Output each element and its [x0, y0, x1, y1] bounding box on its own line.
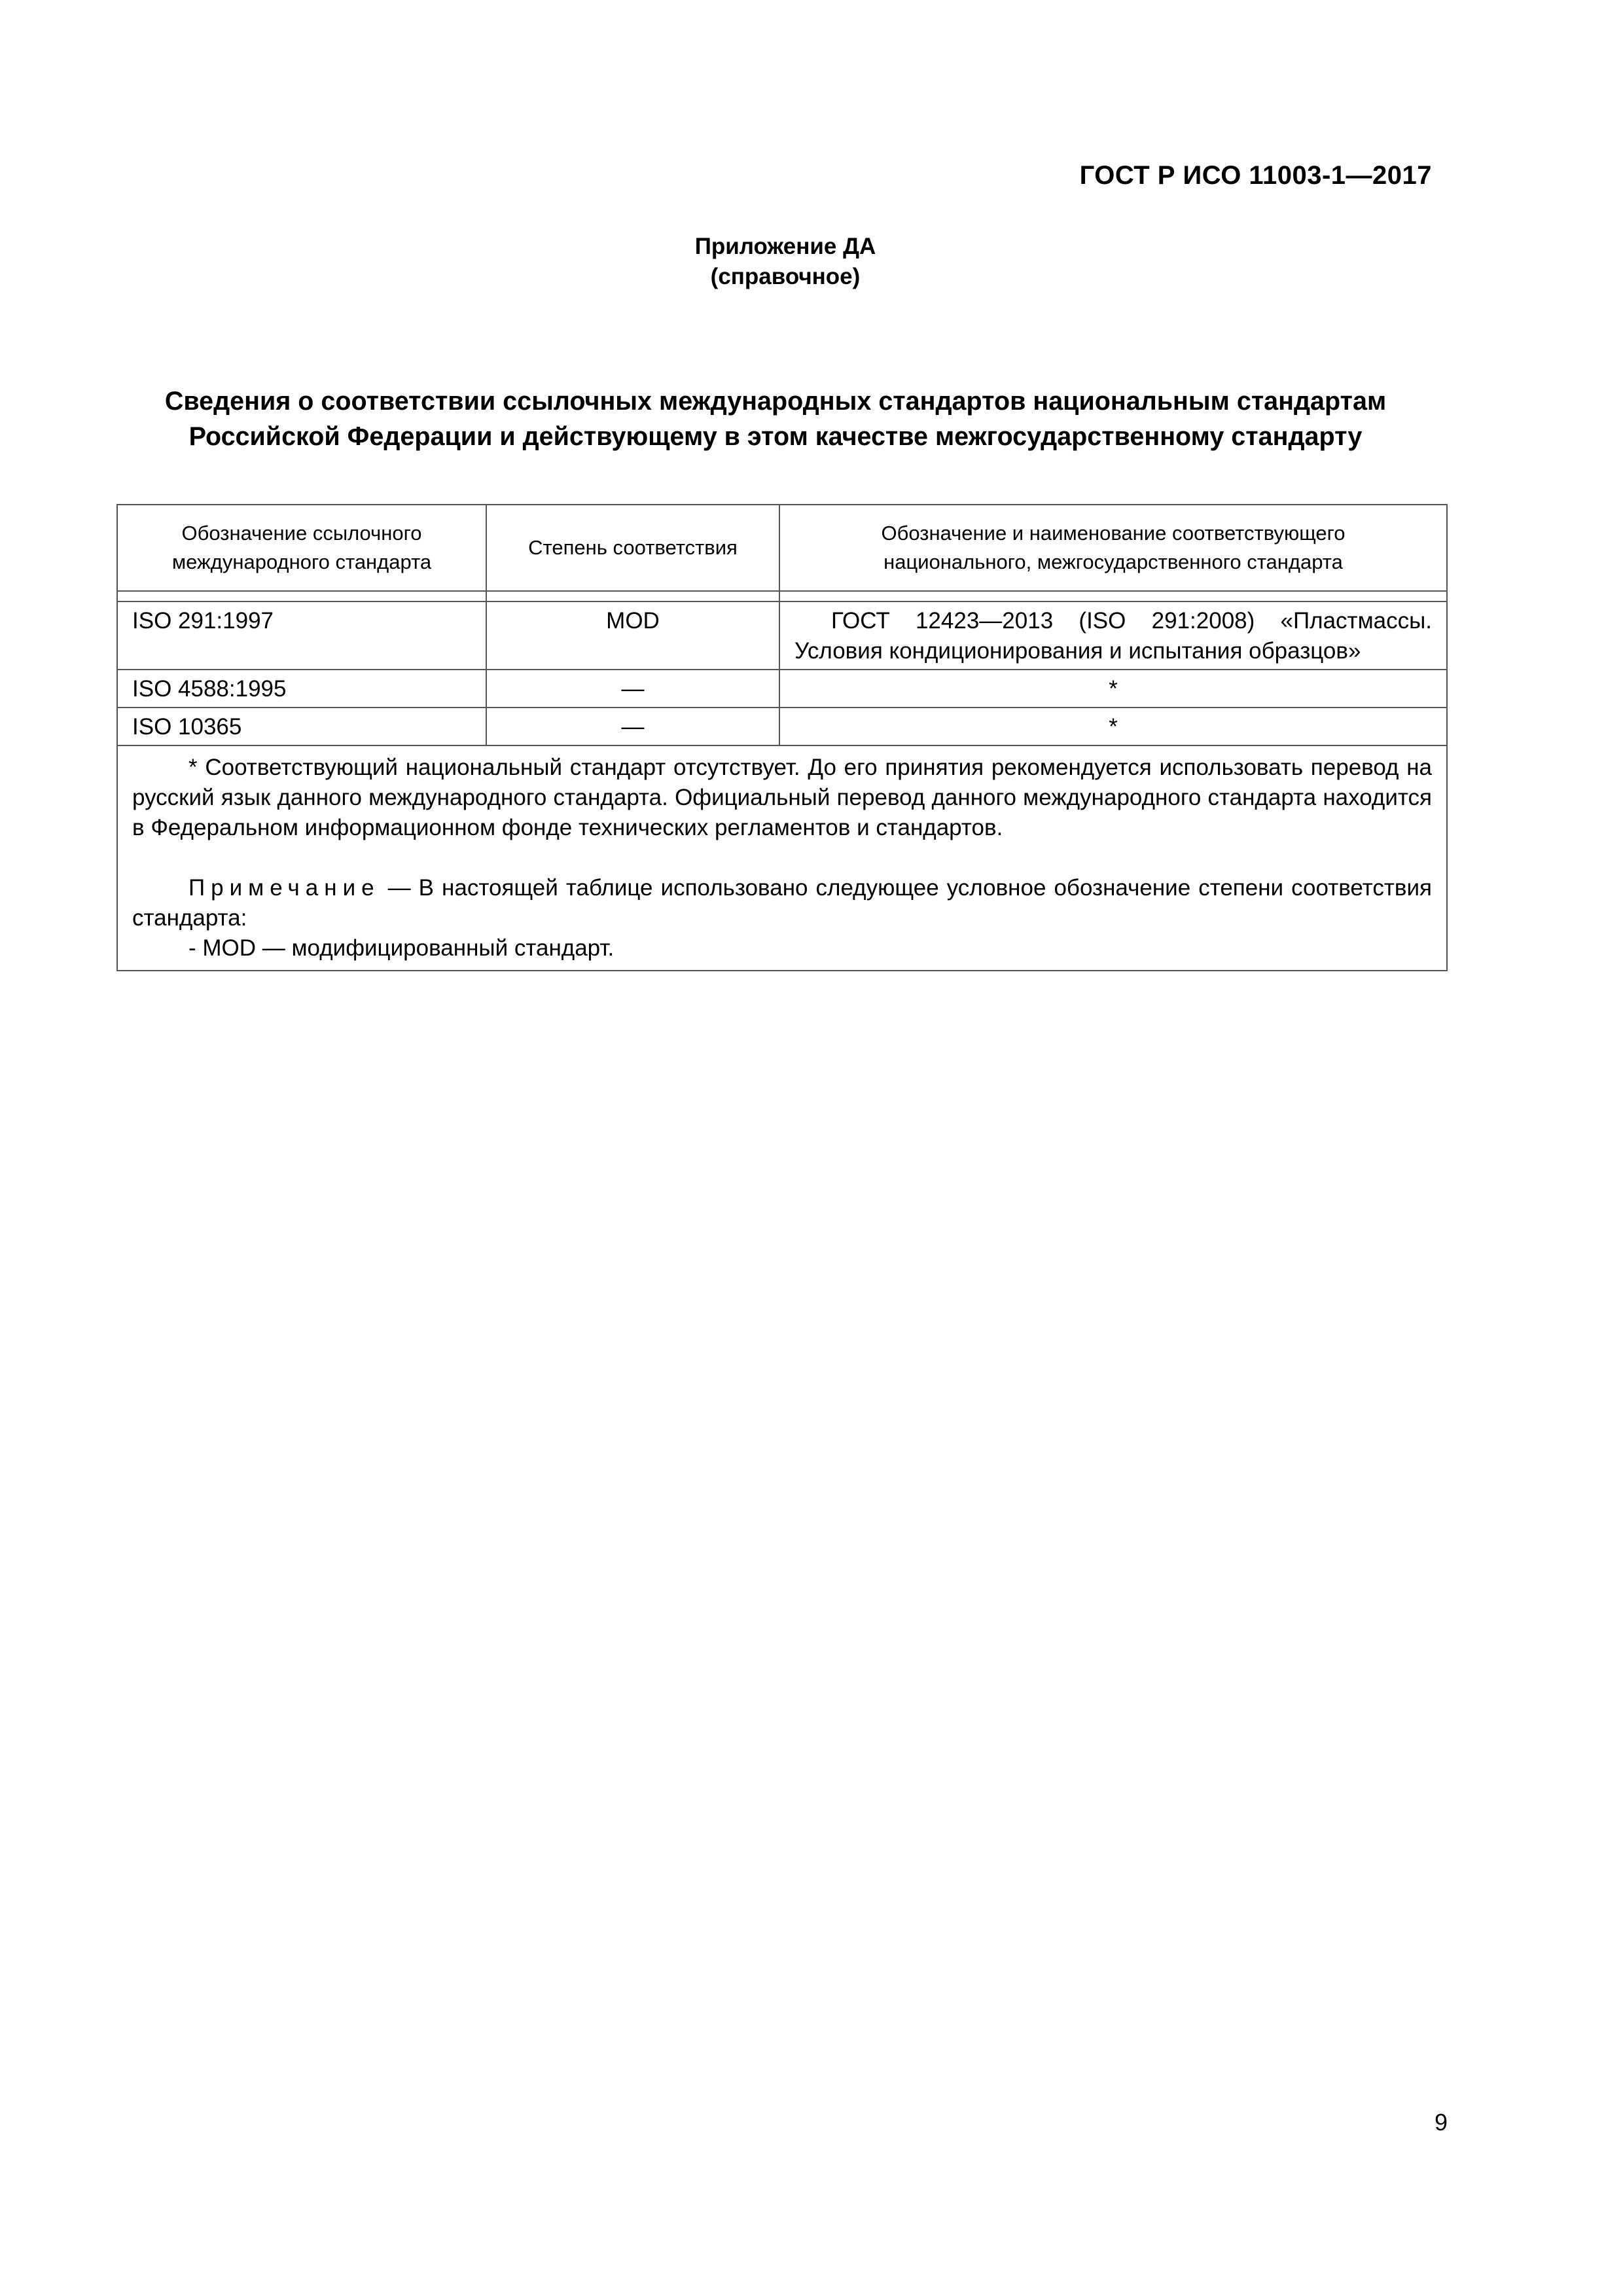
document-code: ГОСТ Р ИСО 11003-1—2017 — [1079, 161, 1432, 190]
note-label: Примечание — [188, 875, 380, 901]
page-title — [105, 384, 1446, 454]
annex-title: Приложение ДА — [694, 234, 876, 259]
page-title-line-1: Сведения о соответствии ссылочных международных стандартов национальным стандартам — [164, 387, 1387, 416]
cell-degree: — — [486, 670, 779, 708]
table-notes-row — [117, 745, 1447, 971]
header-national-standard-line-1: Обозначение и наименование соответствующего — [881, 522, 1346, 545]
header-degree-of-correspondence: Степень соответствия — [486, 505, 779, 591]
cell-national: ГОСТ 12423—2013 (ISO 291:2008) «Пластмассы. Условия кондиционирования и испытания образцов» — [779, 601, 1447, 670]
table-row — [117, 670, 1447, 708]
cell-degree: MOD — [486, 601, 779, 670]
header-separator — [117, 591, 1447, 601]
note — [132, 873, 1432, 933]
footnote: * Соответствующий национальный стандарт отсутствует. До его принятия рекомендуется использовать перевод на русский язык данного международного стандарта. Официальный перевод данного международного стандарта находится в Федеральном информационном фонде технических регламентов и стандартов. — [132, 755, 1432, 840]
note-item: - MOD — модифицированный стандарт. — [188, 935, 615, 961]
page-title-line-2: Российской Федерации и действующему в этом качестве межгосударственному стандарту — [188, 422, 1363, 451]
header-reference-standard-line-2: международного стандарта — [171, 550, 432, 573]
cell-national: * — [779, 708, 1447, 745]
header-reference-standard-line-1: Обозначение ссылочного — [181, 522, 422, 545]
header-national-standard — [779, 505, 1447, 591]
table-header-row — [117, 505, 1447, 591]
cell-reference: ISO 10365 — [117, 708, 486, 745]
note-text: — В настоящей таблице использовано следующее условное обозначение степени соответствия стандарта: — [132, 875, 1432, 931]
page-number: 9 — [1434, 2109, 1448, 2136]
cell-reference: ISO 4588:1995 — [117, 670, 486, 708]
table-row — [117, 708, 1447, 745]
header-reference-standard — [117, 505, 486, 591]
cell-national: * — [779, 670, 1447, 708]
annex-subtitle: (справочное) — [710, 264, 861, 289]
header-national-standard-line-2: национального, межгосударственного стандарта — [883, 550, 1343, 573]
table-notes — [117, 745, 1447, 971]
correspondence-table — [116, 504, 1448, 971]
cell-reference: ISO 291:1997 — [117, 601, 486, 670]
annex-heading — [0, 232, 1571, 292]
table-row — [117, 601, 1447, 670]
cell-degree: — — [486, 708, 779, 745]
